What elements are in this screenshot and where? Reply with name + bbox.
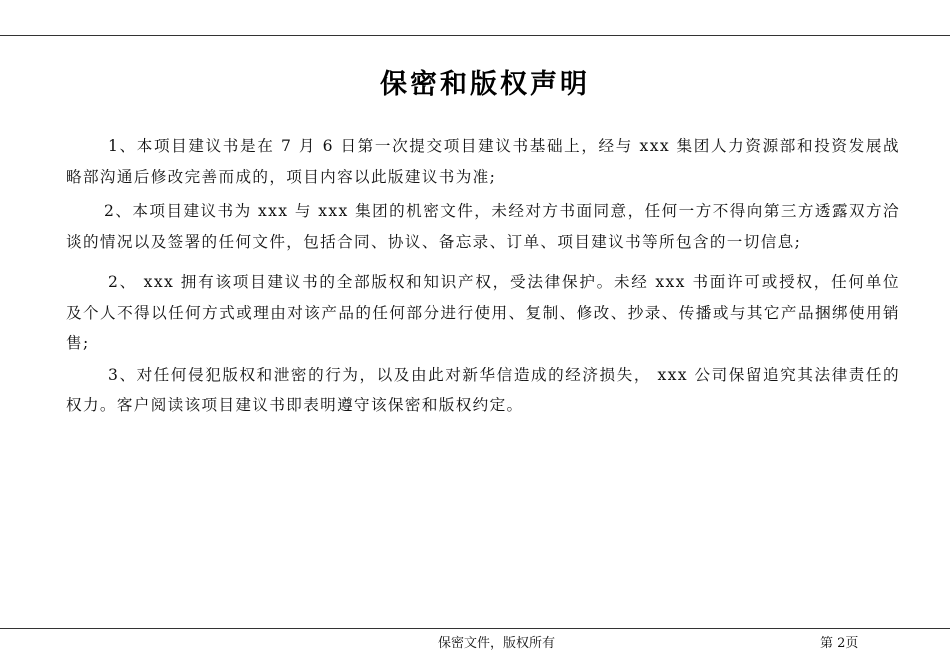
footer-page-number: 第 2页 xyxy=(820,636,859,651)
paragraph-2: 2、本项目建议书为 xxx 与 xxx 集团的机密文件，未经对方书面同意，任何一方不得向第三方透露双方洽谈的情况以及签署的任何文件，包括合同、协议、备忘录、订单、项目建议书等所包含的一切信息; xyxy=(66,202,900,251)
page-title: 保密和版权声明 xyxy=(380,69,590,100)
statement-body xyxy=(66,131,900,421)
footer-rule xyxy=(0,628,950,629)
paragraph-4: 3、对任何侵犯版权和泄密的行为，以及由此对新华信造成的经济损失， xxx 公司保留追究其法律责任的权力。客户阅读该项目建议书即表明遵守该保密和版权约定。 xyxy=(66,365,900,414)
header-rule xyxy=(0,35,950,36)
footer-confidential-text: 保密文件，版权所有 xyxy=(438,636,556,651)
paragraph-1: 1、本项目建议书是在 7 月 6 日第一次提交项目建议书基础上，经与 xxx 集团人力资源部和投资发展战略部沟通后修改完善而成的，项目内容以此版建议书为准; xyxy=(66,137,900,186)
paragraph-3: 2、 xxx 拥有该项目建议书的全部版权和知识产权，受法律保护。未经 xxx 书面许可或授权，任何单位及个人不得以任何方式或理由对该产品的任何部分进行使用、复制、修改、抄录、传播或与其它产品捆绑使用销售; xyxy=(66,273,900,352)
